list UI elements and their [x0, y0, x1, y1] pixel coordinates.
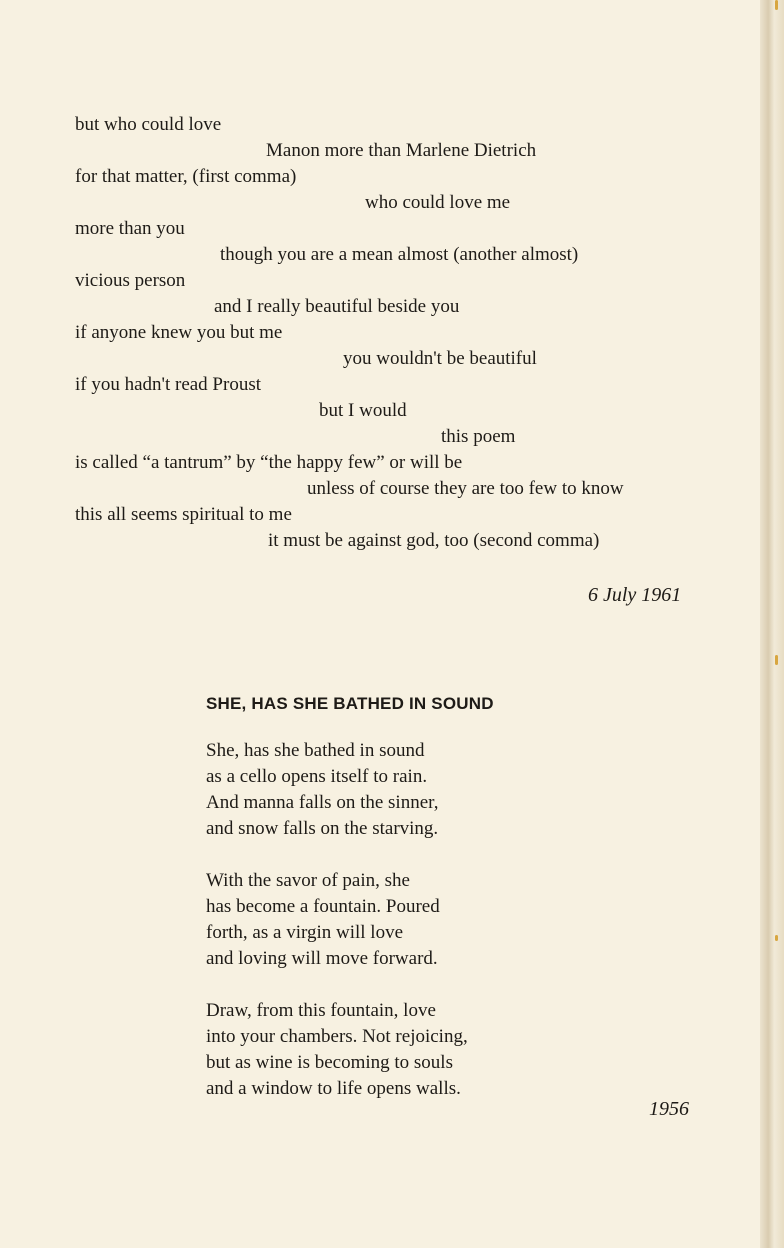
- poem-line: is called “a tantrum” by “the happy few” or will be: [75, 452, 463, 473]
- poem-line: you wouldn't be beautiful: [343, 348, 537, 369]
- poem-line: With the savor of pain, she: [206, 870, 410, 891]
- poem-line: has become a fountain. Poured: [206, 896, 440, 917]
- poem-line: into your chambers. Not rejoicing,: [206, 1026, 468, 1047]
- poem-line: And manna falls on the sinner,: [206, 792, 439, 813]
- poem-line: and snow falls on the starving.: [206, 818, 439, 839]
- page-edge-mark: [775, 655, 778, 665]
- poem-line: though you are a mean almost (another almost): [220, 244, 579, 265]
- page-edge-mark: [775, 935, 778, 941]
- poem-line: but I would: [319, 400, 407, 421]
- poem-line: more than you: [75, 218, 185, 239]
- poem-line: Draw, from this fountain, love: [206, 1000, 436, 1021]
- poem-line: if anyone knew you but me: [75, 322, 283, 343]
- poem-line: and a window to life opens walls.: [206, 1078, 461, 1099]
- poem-line: forth, as a virgin will love: [206, 922, 404, 943]
- poem-line: and I really beautiful beside you: [214, 296, 460, 317]
- poem-date: 6 July 1961: [588, 584, 682, 606]
- poem-line: but as wine is becoming to souls: [206, 1052, 453, 1073]
- poem-line: it must be against god, too (second comma): [268, 530, 600, 551]
- page-edge-mark: [775, 0, 778, 10]
- page-edge: [760, 0, 784, 1248]
- poem-date: 1956: [649, 1098, 689, 1120]
- poem-line: this poem: [441, 426, 516, 447]
- poem-line: but who could love: [75, 114, 222, 135]
- poem-line: as a cello opens itself to rain.: [206, 766, 428, 787]
- poem-line: Manon more than Marlene Dietrich: [266, 140, 537, 161]
- poem-line: and loving will move forward.: [206, 948, 438, 969]
- poem-line: unless of course they are too few to know: [307, 478, 624, 499]
- poem-line: She, has she bathed in sound: [206, 740, 425, 761]
- poem-line: for that matter, (first comma): [75, 166, 297, 187]
- poem-line: if you hadn't read Proust: [75, 374, 262, 395]
- poem-line: vicious person: [75, 270, 186, 291]
- poem-title: SHE, HAS SHE BATHED IN SOUND: [206, 694, 494, 713]
- poem-line: this all seems spiritual to me: [75, 504, 292, 525]
- poem-line: who could love me: [365, 192, 511, 213]
